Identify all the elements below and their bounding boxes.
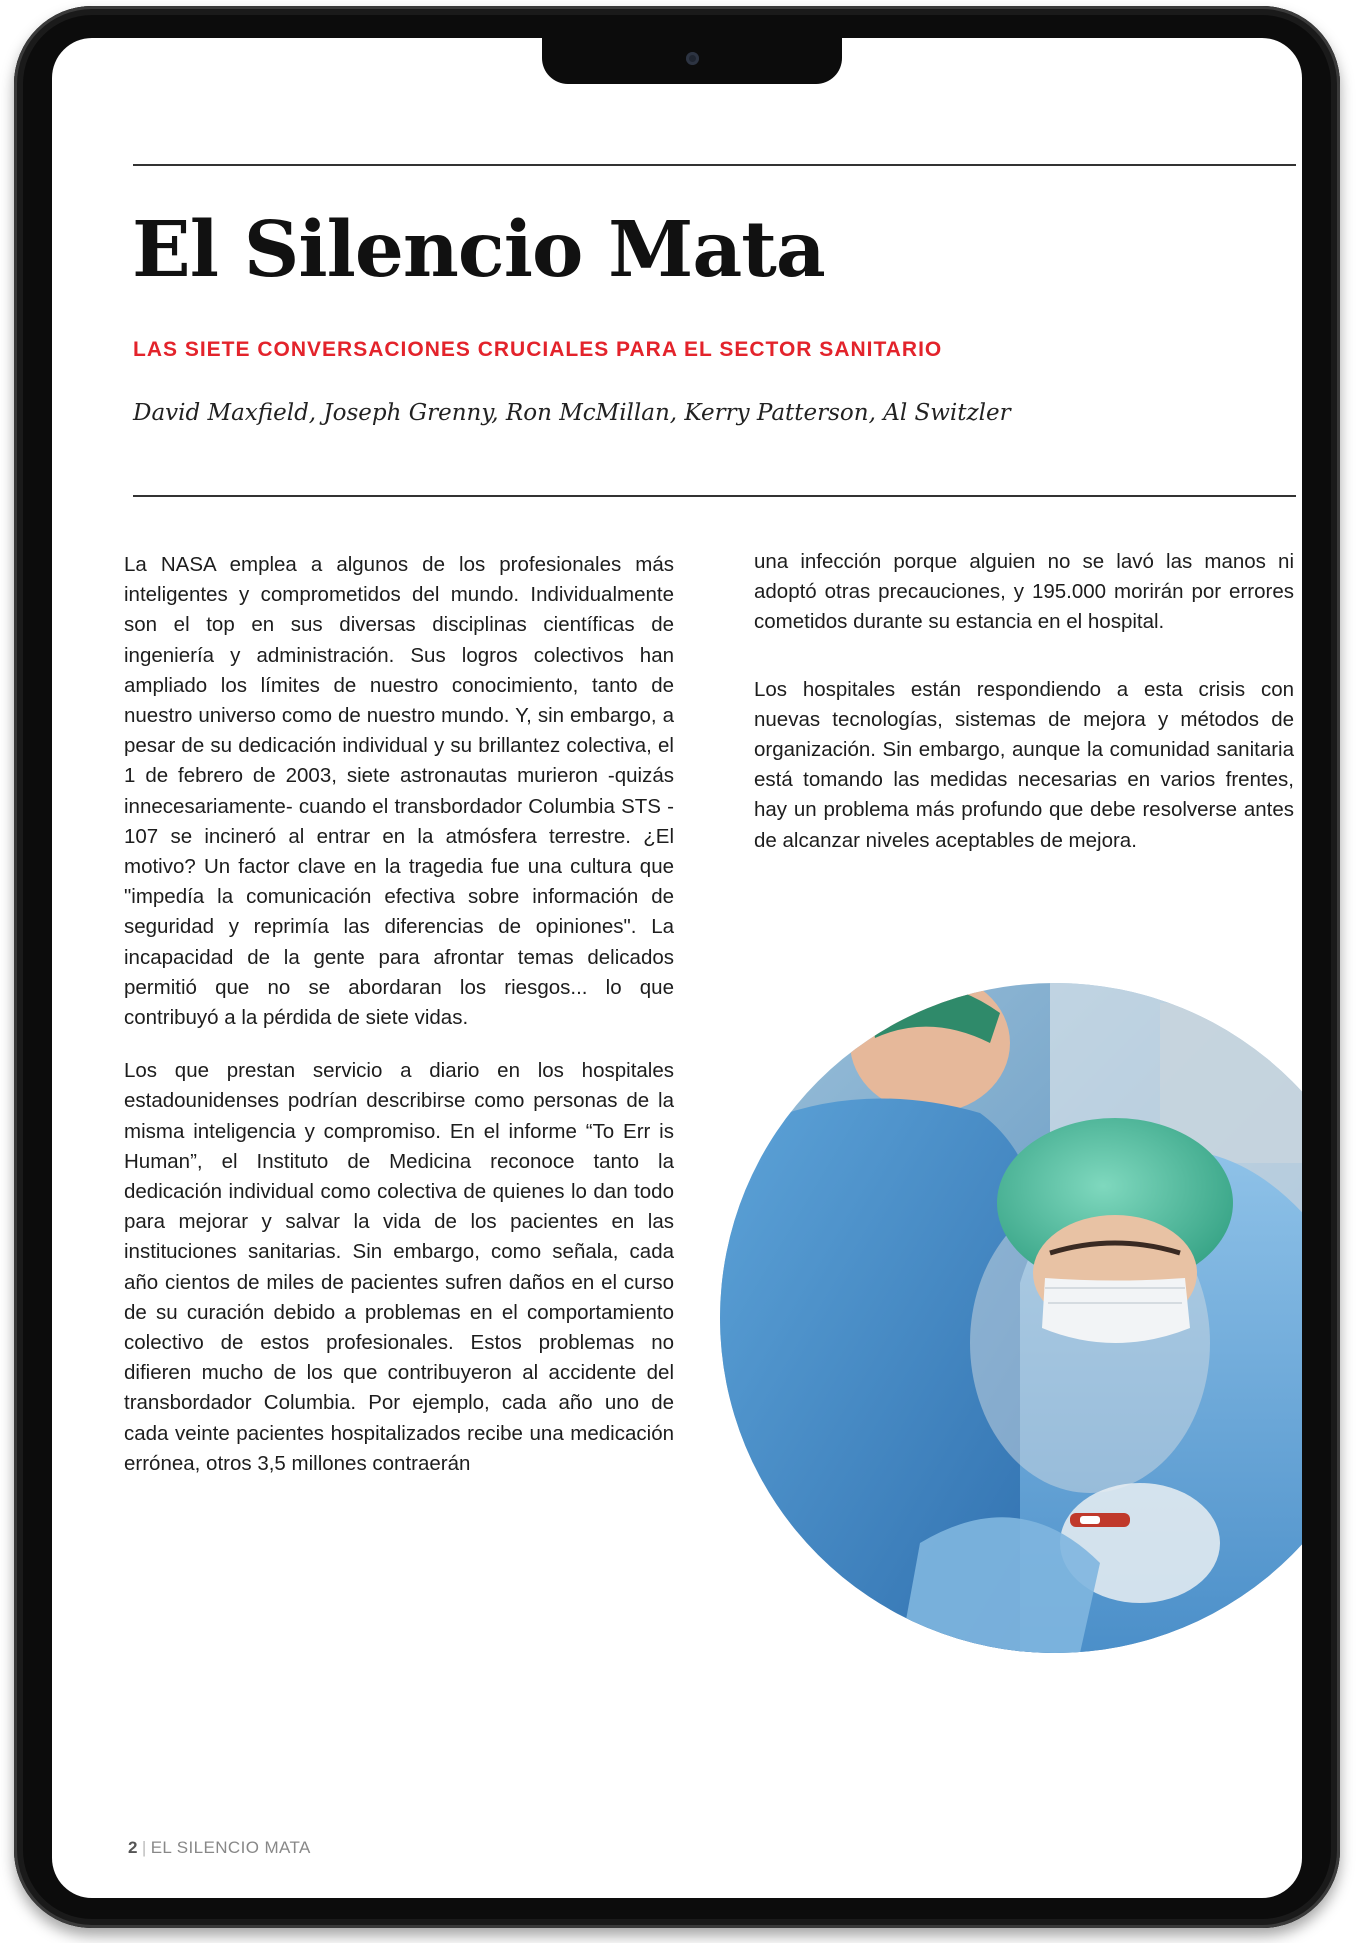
paragraph: La NASA emplea a algunos de los profesionales más inteligentes y comprometidos del mundo. Individualmente son el top en sus diversas disciplinas científicas de ingeniería y administración. Sus logros colectivos han ampliado los límites de nuestro conocimiento, tanto de nuestro universo como de nuestro mundo. Y, sin embargo, a pesar de su dedicación individual y su brillantez colectiva, el 1 de febrero de 2003, siete astronautas murieron -quizás innecesariamente- cuando el transbordador Columbia STS - 107 se incineró al entrar en la atmósfera terrestre. ¿El motivo? Un factor clave en la tragedia fue una cultura que "impedía la comunicación efectiva sobre información de seguridad y reprimía las diferencias de opiniones". La incapacidad de la gente para afrontar temas delicados permitió que no se abordaran los riesgos... lo que contribuyó a la pérdida de siete vidas. [124, 553, 674, 1030]
camera-icon [686, 52, 699, 65]
paragraph: Los que prestan servicio a diario en los hospitales estadounidenses podrían describirse como personas de la misma inteligencia y compromiso. En el informe “To Err is Human”, el Instituto de Medicina reconoce tanto la dedicación individual como colectiva de quienes lo dan todo para mejorar y salvar la vida de los pacientes en las instituciones sanitarias. Sin embargo, como señala, cada año cientos de miles de pacientes sufren daños en el curso de su curación debido a problemas en el comportamiento colectivo de estos profesionales. Estos problemas no difieren mucho de los que contribuyeron al accidente del transbordador Columbia. Por ejemplo, cada año uno de cada veinte pacientes hospitalizados recibe una medicación errónea, otros 3,5 millones contraerán [124, 1059, 674, 1475]
article-subtitle: LAS SIETE CONVERSACIONES CRUCIALES PARA EL SECTOR SANITARIO [133, 338, 943, 361]
tablet-frame [14, 6, 1340, 1928]
article-authors: David Maxfield, Joseph Grenny, Ron McMillan, Kerry Patterson, Al Switzler [133, 400, 1011, 426]
article-title: El Silencio Mata [132, 205, 825, 295]
surgeon-photo-illustration [720, 983, 1302, 1653]
page-number: 2 [128, 1838, 138, 1857]
left-column [124, 550, 674, 1479]
tablet-screen [52, 38, 1302, 1898]
paragraph: Los hospitales están respondiendo a esta crisis con nuevas tecnologías, sistemas de mejora y métodos de organización. Sin embargo, aunque la comunidad sanitaria está tomando las medidas necesarias en varios frentes, hay un problema más profundo que debe resolverse antes de alcanzar niveles aceptables de mejora. [754, 677, 1294, 852]
header-divider [133, 495, 1296, 497]
footer-separator: | [141, 1838, 147, 1857]
camera-notch [542, 38, 842, 84]
paragraph: una infección porque alguien no se lavó las manos ni adoptó otras precauciones, y 195.000 morirán por errores cometidos durante su estancia en el hospital. [754, 550, 1294, 634]
right-column [754, 547, 1294, 856]
page-footer [128, 1838, 311, 1858]
surgeon-photo [720, 983, 1302, 1653]
running-title: EL SILENCIO MATA [150, 1838, 311, 1857]
top-divider [133, 164, 1296, 166]
